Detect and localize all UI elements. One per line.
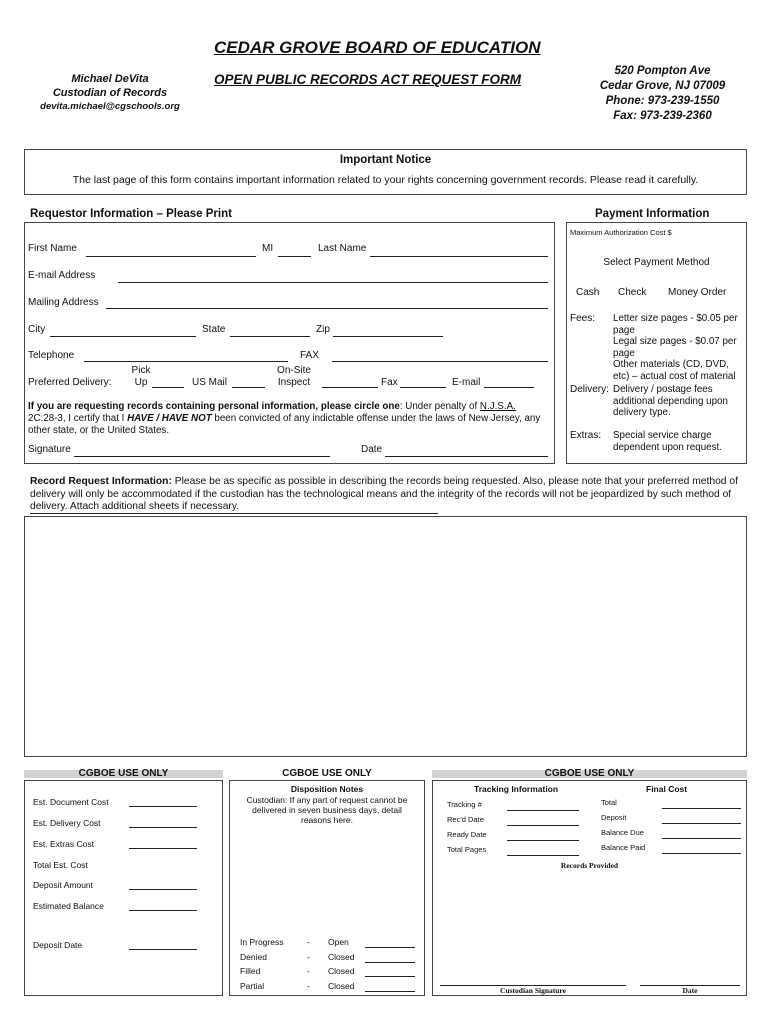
preferred-delivery-label: Preferred Delivery: (28, 377, 112, 388)
final-cost-row-field[interactable] (662, 823, 741, 824)
fax-option-label: Fax (381, 377, 398, 388)
fax-number: Fax: 973-239-2360 (613, 110, 712, 122)
office1-row-label: Est. Document Cost (33, 797, 109, 807)
fees-legal: Legal size pages - $0.07 per page (613, 336, 737, 359)
office1-row-field[interactable] (129, 848, 197, 849)
status-field[interactable] (365, 991, 415, 992)
custodian-name: Michael DeVita (71, 73, 149, 85)
tracking-row-field[interactable] (507, 855, 579, 856)
status-dash: - (307, 937, 310, 947)
notice-text: The last page of this form contains important information related to your rights concerning government records. Please read it carefully. (72, 174, 699, 186)
telephone-field[interactable] (84, 361, 288, 362)
custodian-block (20, 72, 200, 114)
payment-heading: Payment Information (595, 208, 710, 220)
signature-label: Signature (28, 444, 71, 455)
fax-field[interactable] (332, 361, 548, 362)
form-title: CEDAR GROVE BOARD OF EDUCATION (214, 38, 541, 57)
date-field[interactable] (385, 456, 548, 457)
up-label: Up (134, 377, 148, 388)
money-order-option[interactable]: Money Order (668, 287, 727, 298)
custodian-email: devita.michael@cgschools.org (40, 101, 180, 112)
record-request-textarea[interactable] (24, 516, 747, 757)
personal-info-text1: : Under penalty of (399, 401, 480, 412)
date-label: Date (361, 444, 383, 455)
office1-row-field[interactable] (129, 949, 197, 950)
status-left-label: In Progress (240, 937, 284, 947)
first-name-label: First Name (28, 243, 77, 254)
disposition-notes-title: Disposition Notes (290, 784, 364, 794)
office1-row-field[interactable] (129, 806, 197, 807)
fees-text (613, 313, 745, 382)
final-cost-row-label: Deposit (601, 813, 627, 822)
record-request-underline (30, 513, 438, 514)
office1-row-label: Est. Delivery Cost (33, 818, 101, 828)
final-cost-row-label: Balance Paid (601, 843, 646, 852)
city-label: City (28, 324, 46, 335)
have-slash: / (153, 413, 162, 424)
cash-option[interactable]: Cash (576, 287, 600, 298)
signature-field[interactable] (74, 456, 330, 457)
us-mail-field[interactable] (232, 387, 265, 388)
tracking-row-label: Ready Date (447, 830, 487, 839)
record-request-text: Please be as specific as possible in describing the records being requested. Also, please note that your preferred method of delivery will only be accommodated if the custodian has the technological means and the integrity of the records will not be jeopardized by such method of delivery. Attach additional sheets if necessary. (30, 476, 738, 512)
custodian-title: Custodian of Records (52, 87, 168, 99)
personal-info-statement (28, 401, 548, 437)
office1-row-label: Total Est. Cost (33, 860, 88, 870)
status-field[interactable] (365, 962, 415, 963)
office2-heading: CGBOE USE ONLY (282, 768, 372, 779)
office1-heading: CGBOE USE ONLY (78, 768, 169, 779)
select-payment-label: Select Payment Method (603, 257, 710, 268)
status-dash: - (307, 952, 310, 962)
record-request-instructions (30, 476, 745, 514)
status-right-label: Open (328, 937, 349, 947)
tracking-row-field[interactable] (507, 825, 579, 826)
status-left-label: Filled (240, 966, 261, 976)
custodian-signature-label: Custodian Signature (500, 986, 566, 995)
final-cost-row-label: Total (601, 798, 617, 807)
have-not-option[interactable]: HAVE NOT (161, 413, 212, 424)
zip-field[interactable] (333, 336, 443, 337)
notice-title: Important Notice (339, 154, 432, 166)
status-right-label: Closed (328, 981, 355, 991)
form-subtitle: OPEN PUBLIC RECORDS ACT REQUEST FORM (214, 72, 522, 87)
fees-label: Fees: (570, 313, 596, 324)
tracking-row-label: Tracking # (447, 800, 482, 809)
delivery-label: Delivery: (570, 384, 609, 395)
final-cost-row-field[interactable] (662, 808, 741, 809)
status-right-label: Closed (328, 966, 355, 976)
office1-row-label: Deposit Date (33, 940, 83, 950)
office1-row-label: Estimated Balance (33, 901, 104, 911)
status-left-label: Denied (240, 952, 267, 962)
personal-info-bold: If you are requesting records containing personal information, please circle one (28, 401, 400, 412)
status-field[interactable] (365, 976, 415, 977)
final-cost-title: Final Cost (646, 784, 688, 794)
status-dash: - (307, 981, 310, 991)
email-option-label: E-mail (452, 377, 481, 388)
fax-label: FAX (300, 350, 319, 361)
extras-label: Extras: (570, 430, 602, 441)
pickup-field[interactable] (152, 387, 184, 388)
fees-other: Other materials (CD, DVD, etc) – actual cost of material (613, 359, 736, 382)
extras-text: Special service charge dependent upon request. (613, 430, 722, 453)
final-cost-row-field[interactable] (662, 838, 741, 839)
mailing-address-field[interactable] (106, 308, 548, 309)
delivery-text: Delivery / postage fees additional depending upon delivery type. (613, 384, 728, 418)
last-name-label: Last Name (318, 243, 367, 254)
tracking-row-field[interactable] (507, 810, 579, 811)
fax-option-field[interactable] (400, 387, 446, 388)
status-field[interactable] (365, 947, 415, 948)
city-field[interactable] (50, 336, 196, 337)
first-name-field[interactable] (86, 256, 256, 257)
pickup-option[interactable] (126, 365, 156, 389)
office-date-label: Date (682, 986, 698, 995)
inspect-label: Inspect (277, 377, 311, 388)
onsite-field[interactable] (322, 387, 378, 388)
telephone-label: Telephone (28, 350, 75, 361)
status-left-label: Partial (240, 981, 265, 991)
tracking-row-field[interactable] (507, 840, 579, 841)
requestor-heading: Requestor Information – Please Print (30, 208, 232, 220)
office3-box (432, 780, 747, 996)
zip-label: Zip (316, 324, 330, 335)
office1-row-label: Deposit Amount (33, 880, 94, 890)
records-provided-label: Records Provided (560, 861, 619, 870)
final-cost-row-label: Balance Due (601, 828, 644, 837)
address-line1: 520 Pompton Ave (614, 65, 711, 77)
personal-info-text3: been convicted of any indictable offense under the laws of New Jersey, any other state, or the United States. (28, 413, 541, 436)
mailing-address-label: Mailing Address (28, 297, 99, 308)
tracking-row-label: Total Pages (447, 845, 487, 854)
office1-row-field[interactable] (129, 827, 197, 828)
mi-label: MI (262, 243, 274, 254)
tracking-row-label: Rec'd Date (447, 815, 484, 824)
state-label: State (202, 324, 226, 335)
check-option[interactable]: Check (618, 287, 647, 298)
disposition-notes-text: Custodian: If any part of request cannot be delivered in seven business days, detail reasons here. (246, 795, 408, 825)
office3-heading: CGBOE USE ONLY (544, 768, 635, 779)
address-line2: Cedar Grove, NJ 07009 (599, 80, 726, 92)
max-auth-label: Maximum Authorization Cost $ (570, 228, 672, 237)
us-mail-label: US Mail (192, 377, 228, 388)
phone-number: Phone: 973-239-1550 (605, 95, 720, 107)
onsite-option[interactable] (274, 365, 314, 389)
office1-row-field[interactable] (129, 889, 197, 890)
njsa-link: N.J.S.A. (479, 401, 516, 412)
on-site-label: On-Site (277, 365, 311, 376)
address-block (580, 64, 745, 124)
email-label: E-mail Address (28, 270, 96, 281)
office1-row-field[interactable] (129, 910, 197, 911)
state-field[interactable] (230, 336, 310, 337)
status-right-label: Closed (328, 952, 355, 962)
have-option[interactable]: HAVE (127, 413, 154, 424)
fees-letter: Letter size pages - $0.05 per page (613, 313, 738, 336)
personal-info-text2: 2C:28-3, I certify that I (28, 413, 128, 424)
tracking-info-title: Tracking Information (474, 784, 559, 794)
important-notice-box (24, 149, 747, 195)
status-dash: - (307, 966, 310, 976)
record-request-bold: Record Request Information: (30, 476, 172, 487)
mi-field[interactable] (278, 256, 311, 257)
last-name-field[interactable] (370, 256, 548, 257)
pick-label: Pick (131, 365, 151, 376)
final-cost-row-field[interactable] (662, 853, 741, 854)
email-field[interactable] (118, 282, 548, 283)
email-option-field[interactable] (484, 387, 534, 388)
office1-row-label: Est. Extras Cost (33, 839, 94, 849)
